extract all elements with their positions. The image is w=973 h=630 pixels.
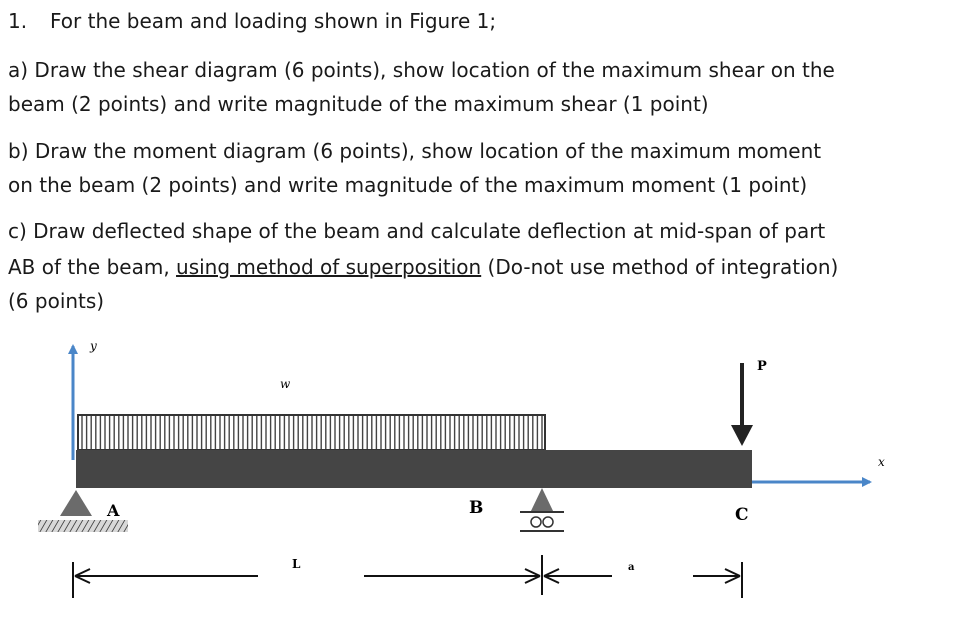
support-a-label: A xyxy=(107,501,120,520)
part-b-line-1: b) Draw the moment diagram (6 points), show location of the maximum moment xyxy=(8,139,822,163)
question-number: 1. xyxy=(8,9,28,33)
load-p-label: P xyxy=(757,359,767,374)
part-c-line-2-end: (Do-not use method of integration) xyxy=(481,255,839,279)
roller-wheel xyxy=(543,517,553,527)
support-a-pin xyxy=(60,490,92,516)
load-w-label: w xyxy=(280,377,291,391)
part-c-line-2-text: AB of the beam, xyxy=(8,255,177,279)
y-axis-label: y xyxy=(90,339,97,353)
question-intro: For the beam and loading shown in Figure 1; xyxy=(50,9,497,33)
part-c-line-2 xyxy=(8,250,838,284)
support-b-label: B xyxy=(469,498,484,518)
point-load-arrowhead xyxy=(731,425,753,446)
support-a-ground xyxy=(38,520,128,532)
superposition-emphasis: using method of superposition xyxy=(176,255,482,279)
x-axis-label: x xyxy=(878,455,885,469)
beam xyxy=(76,450,752,488)
span-l-label: L xyxy=(292,557,301,571)
part-a-line-1: a) Draw the shear diagram (6 points), show location of the maximum shear on the xyxy=(8,58,835,82)
beam-figure xyxy=(0,330,973,630)
support-b-roller xyxy=(530,488,554,513)
part-c-line-1: c) Draw deflected shape of the beam and calculate deflection at mid-span of part xyxy=(8,219,826,243)
distributed-load-lines xyxy=(82,416,542,449)
span-a-label: a xyxy=(628,562,635,573)
part-a-line-2: beam (2 points) and write magnitude of the maximum shear (1 point) xyxy=(8,92,709,116)
point-c-label: C xyxy=(735,505,749,525)
roller-wheel xyxy=(531,517,541,527)
part-c-line-3: (6 points) xyxy=(8,289,105,313)
part-b-line-2: on the beam (2 points) and write magnitude of the maximum moment (1 point) xyxy=(8,173,808,197)
